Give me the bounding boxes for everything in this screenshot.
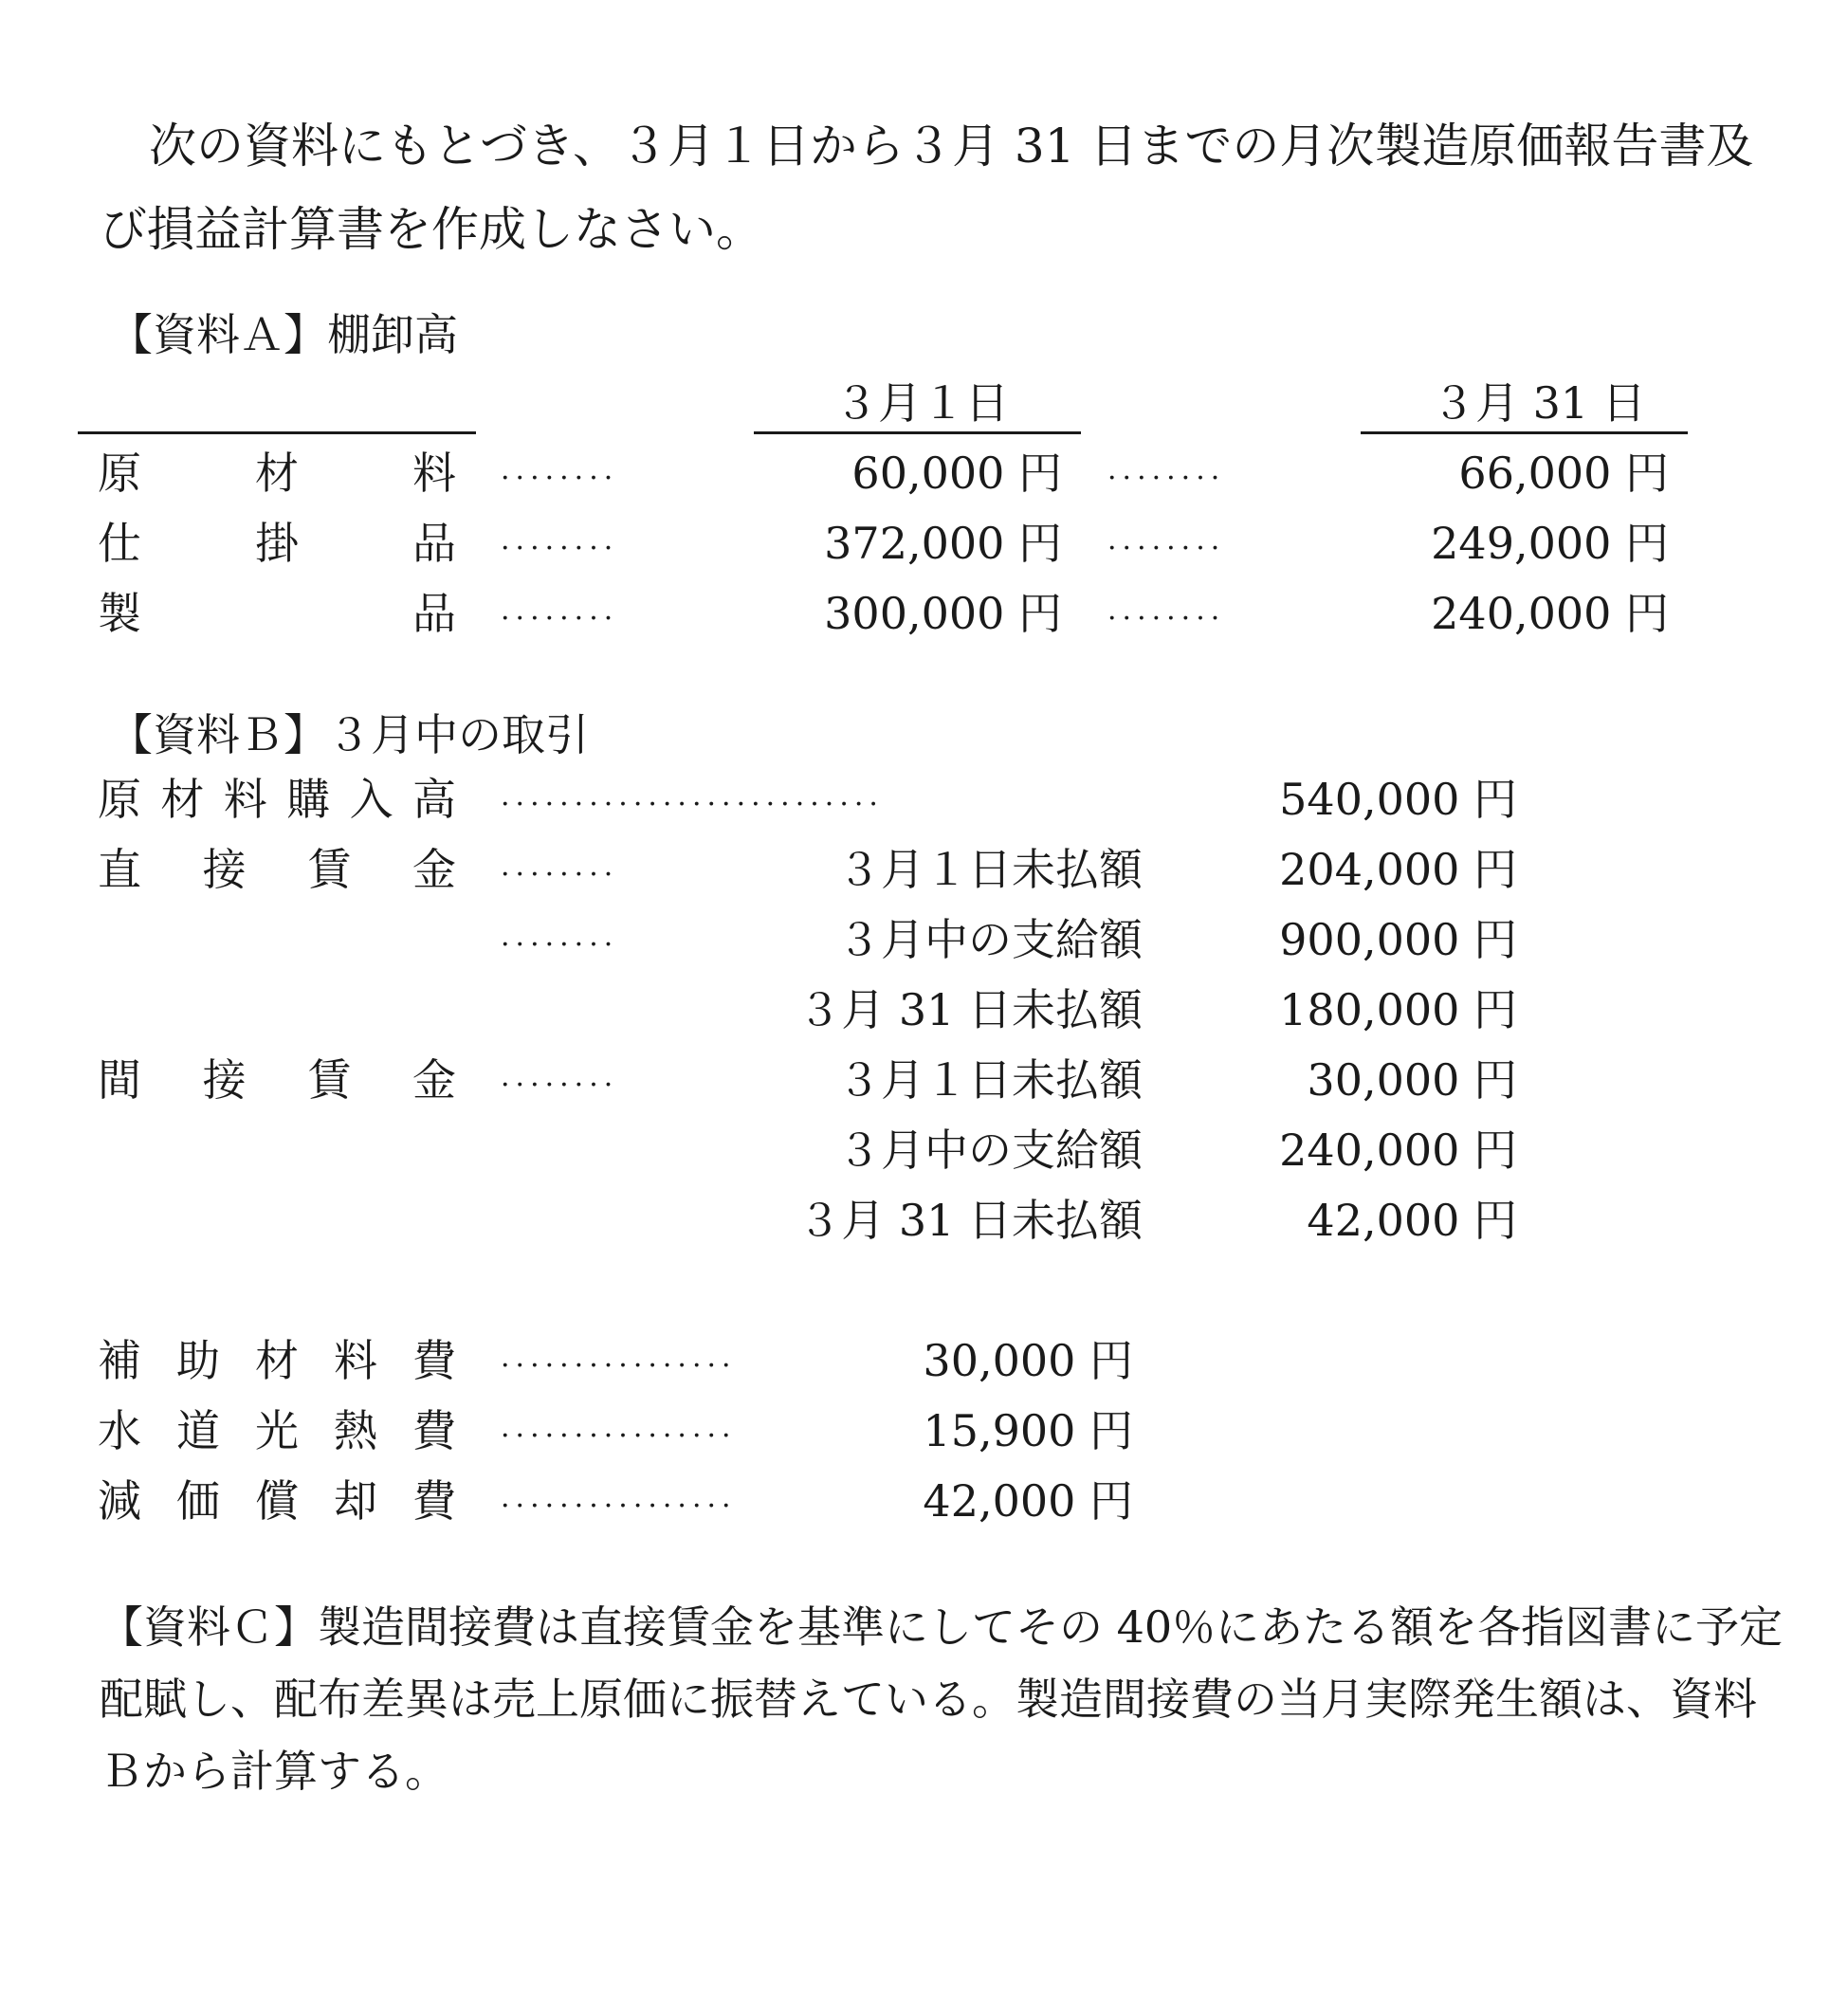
- leader-dots: ········: [501, 858, 619, 891]
- inventory-label: 製 品: [98, 588, 456, 639]
- inventory-end-value: 66,000 円: [1458, 448, 1669, 499]
- wage-line-amount: 42,000 円: [1307, 1195, 1517, 1246]
- instruction-text: 次の資料にもとづき、３月１日から３月 31 日までの月次製造原価報告書及び損益計算書を作成しなさい。: [100, 119, 1754, 257]
- inventory-end-value: 240,000 円: [1431, 588, 1669, 639]
- leader-dots: ········: [501, 602, 619, 635]
- column-header-start: ３月１日: [834, 377, 1009, 429]
- leader-dots: ················: [501, 1419, 737, 1453]
- wage-line-desc: ３月 31 日未払額: [797, 1195, 1143, 1246]
- leader-dots: ················: [501, 1349, 737, 1382]
- leader-dots: ········: [501, 1069, 619, 1102]
- wage-line-desc: ３月中の支給額: [837, 914, 1143, 965]
- inventory-start-value: 300,000 円: [824, 588, 1062, 639]
- purchase-label: 原 材 料 購 入 高: [98, 774, 456, 825]
- expense-amount: 30,000 円: [923, 1335, 1133, 1386]
- section-b-heading: 【資料Ｂ】３月中の取引: [109, 709, 589, 760]
- direct-wage-label: 直 接 賃 金: [98, 844, 456, 895]
- leader-dots: ········: [1107, 532, 1226, 565]
- leader-dots: ··························: [501, 788, 884, 821]
- indirect-wage-label: 間 接 賃 金: [98, 1054, 456, 1106]
- wage-line-amount: 30,000 円: [1307, 1054, 1517, 1106]
- leader-dots: ········: [1107, 462, 1226, 495]
- inventory-start-value: 372,000 円: [824, 518, 1062, 569]
- wage-line-amount: 240,000 円: [1279, 1125, 1517, 1176]
- expense-amount: 15,900 円: [923, 1405, 1133, 1456]
- inventory-start-value: 60,000 円: [851, 448, 1062, 499]
- leader-dots: ········: [501, 928, 619, 961]
- expense-label: 補 助 材 料 費: [98, 1335, 456, 1386]
- leader-dots: ········: [1107, 602, 1226, 635]
- purchase-amount: 540,000 円: [1279, 774, 1517, 825]
- expense-amount: 42,000 円: [923, 1475, 1133, 1527]
- wage-line-desc: ３月中の支給額: [837, 1125, 1143, 1176]
- wage-line-desc: ３月１日未払額: [837, 1054, 1143, 1106]
- section-c-text: 【資料Ｃ】製造間接費は直接賃金を基準にしてその 40％にあたる額を各指図書に予定配賦し、配布差異は売上原価に振替えている。製造間接費の当月実際発生額は、資料Ｂから計算する。: [100, 1601, 1784, 1797]
- wage-line-desc: ３月１日未払額: [837, 844, 1143, 895]
- leader-dots: ········: [501, 532, 619, 565]
- leader-dots: ················: [501, 1490, 737, 1523]
- wage-line-amount: 900,000 円: [1279, 914, 1517, 965]
- wage-line-desc: ３月 31 日未払額: [797, 984, 1143, 1035]
- rule-label: [78, 431, 476, 434]
- inventory-end-value: 249,000 円: [1431, 518, 1669, 569]
- column-header-end: ３月 31 日: [1432, 377, 1646, 429]
- rule-start: [754, 431, 1081, 434]
- expense-label: 水 道 光 熱 費: [98, 1405, 456, 1456]
- rule-end: [1361, 431, 1688, 434]
- inventory-label: 原 材 料: [98, 448, 456, 499]
- section-a-heading: 【資料Ａ】棚卸高: [109, 309, 458, 360]
- inventory-label: 仕 掛 品: [98, 518, 456, 569]
- wage-line-amount: 204,000 円: [1279, 844, 1517, 895]
- expense-label: 減 価 償 却 費: [98, 1475, 456, 1527]
- wage-line-amount: 180,000 円: [1279, 984, 1517, 1035]
- leader-dots: ········: [501, 462, 619, 495]
